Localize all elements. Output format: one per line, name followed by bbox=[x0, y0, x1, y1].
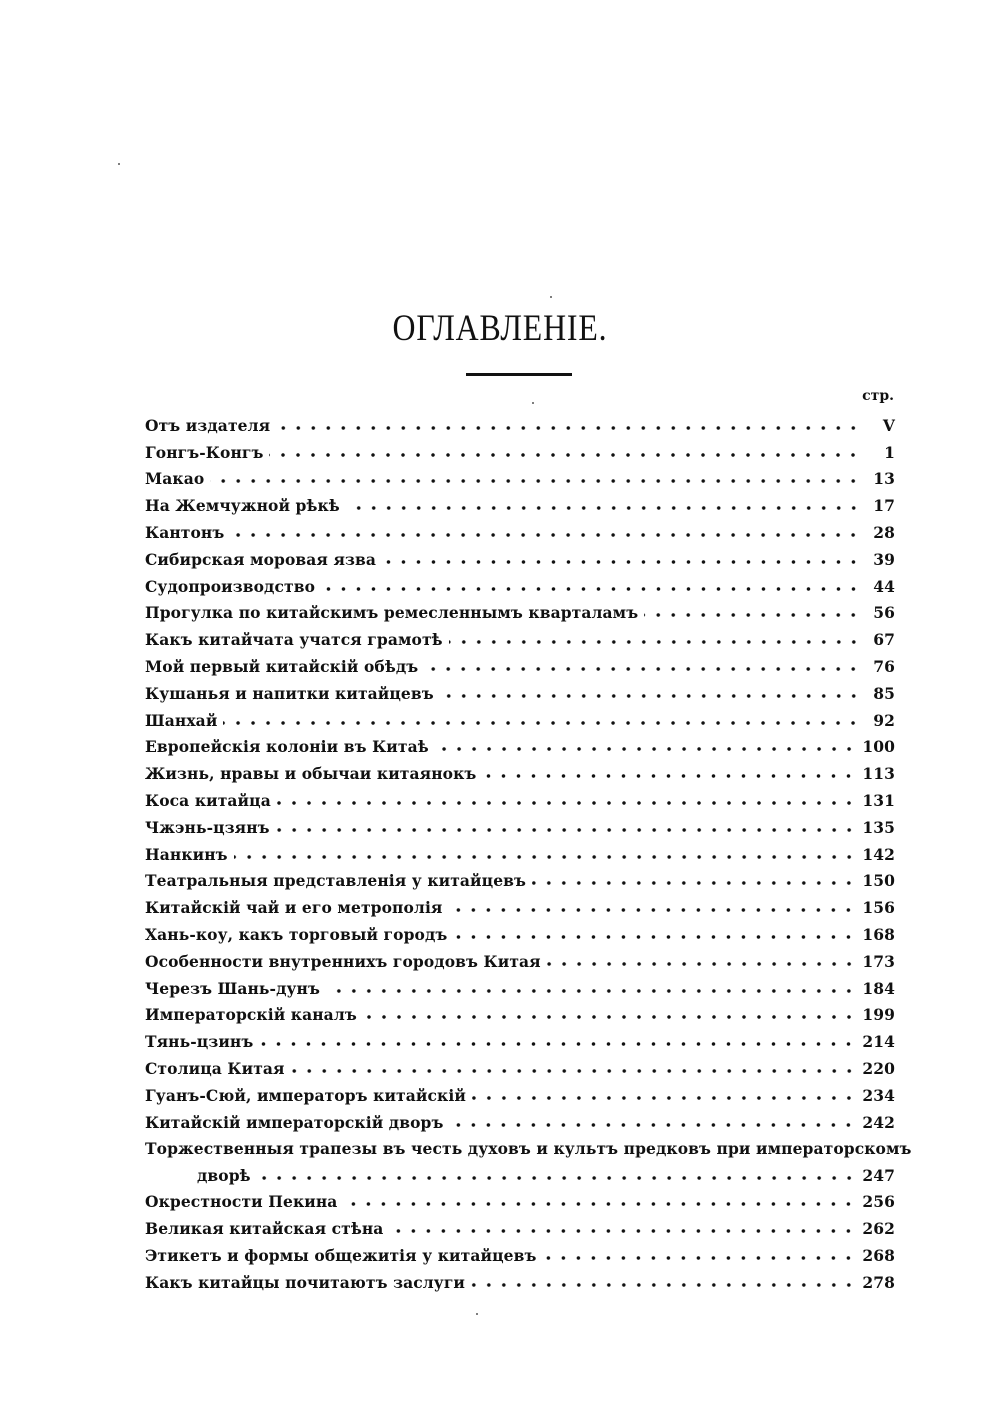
dot-leader bbox=[230, 533, 861, 537]
dot-leader bbox=[472, 1096, 856, 1100]
toc-entry-page: 135 bbox=[862, 817, 895, 837]
dot-leader bbox=[276, 426, 861, 430]
dot-leader bbox=[449, 640, 861, 644]
toc-entry-title: Этикетъ и формы общежитія у китайцевъ bbox=[145, 1245, 537, 1265]
toc-entry-page: V bbox=[882, 415, 895, 435]
toc-entry-page: 220 bbox=[862, 1058, 895, 1078]
toc-entry-title: Кушанья и напитки китайцевъ bbox=[145, 683, 434, 703]
toc-entry-title: Императорскій каналъ bbox=[145, 1005, 357, 1025]
toc-entry-title: Отъ издателя bbox=[145, 415, 271, 435]
title-rule bbox=[466, 373, 572, 376]
toc-entry[interactable] bbox=[145, 864, 895, 891]
toc-entry-page: 278 bbox=[862, 1272, 895, 1292]
toc-entry-page: 247 bbox=[862, 1166, 895, 1186]
toc-entry-page: 92 bbox=[873, 710, 895, 730]
toc-entry-title: Великая китайская стѣна bbox=[145, 1219, 384, 1239]
toc-entry-title: Особенности внутреннихъ городовъ Китая bbox=[145, 951, 541, 971]
toc-entry-page: 242 bbox=[862, 1112, 895, 1132]
toc-entry-page: 28 bbox=[873, 522, 895, 542]
toc-entry[interactable] bbox=[145, 1211, 895, 1238]
toc-entry[interactable] bbox=[145, 435, 895, 462]
toc-entry-page: 76 bbox=[873, 656, 895, 676]
toc-entry-title: Черезъ Шань-дунъ bbox=[145, 978, 320, 998]
toc-entry-page: 44 bbox=[873, 576, 895, 596]
toc-entry[interactable] bbox=[145, 622, 895, 649]
toc-entry-page: 39 bbox=[873, 549, 895, 569]
toc-entry-title: Макао bbox=[145, 469, 205, 489]
dot-leader bbox=[234, 855, 857, 859]
dot-leader bbox=[223, 721, 861, 725]
toc-entry[interactable] bbox=[145, 596, 895, 623]
toc-entry[interactable] bbox=[145, 676, 895, 703]
toc-entry[interactable] bbox=[145, 1132, 912, 1186]
toc-entry-page: 1 bbox=[884, 442, 895, 462]
toc-entry[interactable] bbox=[145, 971, 895, 998]
toc-entry[interactable] bbox=[145, 649, 895, 676]
toc-entry-title: Кантонъ bbox=[145, 522, 225, 542]
toc-entry-title: Коса китайца bbox=[145, 790, 271, 810]
toc-entry-title: Китайскій императорскій дворъ bbox=[145, 1112, 444, 1132]
dot-leader bbox=[276, 828, 857, 832]
toc-entry-page: 184 bbox=[862, 978, 895, 998]
toc-entry[interactable] bbox=[145, 703, 895, 730]
toc-entry-title: Европейскія колоніи въ Китаѣ bbox=[145, 737, 429, 757]
toc-entry[interactable] bbox=[145, 1024, 895, 1051]
toc-entry-title: Какъ китайцы почитаютъ заслуги bbox=[145, 1272, 466, 1292]
toc-entry[interactable] bbox=[145, 1265, 895, 1292]
toc-entry-title: Нанкинъ bbox=[145, 844, 228, 864]
toc-entry-title: На Жемчужной рѣкѣ bbox=[145, 496, 340, 516]
toc-entry-title: Китайскій чай и его метрополія bbox=[145, 898, 443, 918]
toc-entry-page: 113 bbox=[862, 764, 895, 784]
print-speck bbox=[550, 296, 552, 298]
toc-entry[interactable] bbox=[145, 944, 895, 971]
dot-leader bbox=[321, 587, 861, 591]
toc-entry-title: Торжественныя трапезы въ честь духовъ и культъ предковъ при императорскомъ bbox=[145, 1139, 912, 1159]
dot-leader bbox=[547, 962, 857, 966]
toc-entry[interactable] bbox=[145, 730, 895, 757]
dot-leader bbox=[382, 560, 861, 564]
toc-entry-title: Жизнь, нравы и обычаи китаянокъ bbox=[145, 764, 477, 784]
dot-leader bbox=[435, 747, 857, 751]
dot-leader bbox=[389, 1229, 856, 1233]
toc-entry-title: Гуанъ-Сюй, императоръ китайскій bbox=[145, 1085, 466, 1105]
dot-leader bbox=[259, 1042, 856, 1046]
toc-entry-title: Чжэнь-цзянъ bbox=[145, 817, 270, 837]
toc-entry-page: 67 bbox=[873, 630, 895, 650]
toc-entry-page: 156 bbox=[862, 898, 895, 918]
dot-leader bbox=[363, 1015, 857, 1019]
toc-entry-page: 131 bbox=[862, 790, 895, 810]
toc-entry[interactable] bbox=[145, 810, 895, 837]
dot-leader bbox=[424, 667, 861, 671]
toc-entry-page: 262 bbox=[862, 1219, 895, 1239]
toc-entry[interactable] bbox=[145, 462, 895, 489]
toc-entry-page: 168 bbox=[862, 924, 895, 944]
dot-leader bbox=[269, 453, 861, 457]
dot-leader bbox=[326, 989, 856, 993]
toc-entry-title: Мой первый китайскій обѣдъ bbox=[145, 656, 419, 676]
dot-leader bbox=[644, 613, 861, 617]
dot-leader bbox=[343, 1202, 856, 1206]
dot-leader bbox=[346, 506, 861, 510]
page-title: ОГЛАВЛЕНІЕ. bbox=[392, 308, 608, 349]
toc-entry-title: Какъ китайчата учатся грамотѣ bbox=[145, 630, 443, 650]
toc-entry-page: 234 bbox=[862, 1085, 895, 1105]
dot-leader bbox=[440, 694, 861, 698]
dot-leader bbox=[471, 1283, 856, 1287]
dot-leader bbox=[542, 1256, 856, 1260]
print-speck bbox=[118, 163, 120, 165]
dot-leader bbox=[210, 479, 861, 483]
toc-entry-page: 56 bbox=[873, 603, 895, 623]
toc-entry-title: Театральныя представленія у китайцевъ bbox=[145, 871, 527, 891]
toc-entry[interactable] bbox=[145, 1185, 895, 1212]
toc-entry[interactable] bbox=[145, 998, 895, 1025]
toc-entry[interactable] bbox=[145, 515, 895, 542]
toc-entry[interactable] bbox=[145, 1078, 895, 1105]
toc-entry-title: Судопроизводство bbox=[145, 576, 316, 596]
dot-leader bbox=[257, 1176, 857, 1180]
toc-entry-title: Окрестности Пекина bbox=[145, 1192, 338, 1212]
toc-entry-page: 150 bbox=[862, 871, 895, 891]
print-speck bbox=[476, 1313, 478, 1315]
toc-entry-page: 142 bbox=[862, 844, 895, 864]
toc-entry-title: Столица Китая bbox=[145, 1058, 285, 1078]
toc-entry-page: 214 bbox=[862, 1032, 895, 1052]
toc-entry-page: 100 bbox=[862, 737, 895, 757]
toc-entry-page: 85 bbox=[873, 683, 895, 703]
toc-entry-page: 256 bbox=[862, 1192, 895, 1212]
toc-entry[interactable] bbox=[145, 837, 895, 864]
toc-entry-title: Сибирская моровая язва bbox=[145, 549, 377, 569]
dot-leader bbox=[291, 1069, 857, 1073]
toc-entry[interactable] bbox=[145, 542, 895, 569]
toc-entry-title: Прогулка по китайскимъ ремесленнымъ кварталамъ bbox=[145, 603, 639, 623]
toc-entry-page: 173 bbox=[862, 951, 895, 971]
toc-entry[interactable] bbox=[145, 1105, 895, 1132]
toc-entry[interactable] bbox=[145, 1238, 895, 1265]
print-speck bbox=[532, 402, 534, 404]
toc-entry[interactable] bbox=[145, 890, 895, 917]
dot-leader bbox=[277, 801, 857, 805]
toc-entry-page: 17 bbox=[873, 496, 895, 516]
table-of-contents bbox=[145, 408, 912, 1292]
toc-entry[interactable] bbox=[145, 783, 895, 810]
toc-entry[interactable] bbox=[145, 408, 895, 435]
toc-entry-page: 199 bbox=[862, 1005, 895, 1025]
dot-leader bbox=[449, 1123, 856, 1127]
toc-entry[interactable] bbox=[145, 917, 895, 944]
toc-entry[interactable] bbox=[145, 1051, 895, 1078]
toc-entry-title: Шанхай bbox=[145, 710, 218, 730]
toc-entry[interactable] bbox=[145, 756, 895, 783]
page-column-label: стр. bbox=[862, 388, 894, 404]
toc-entry-page: 13 bbox=[873, 469, 895, 489]
toc-entry[interactable] bbox=[145, 488, 895, 515]
toc-entry-page: 268 bbox=[862, 1245, 895, 1265]
toc-entry[interactable] bbox=[145, 569, 895, 596]
dot-leader bbox=[453, 935, 856, 939]
dot-leader bbox=[532, 881, 856, 885]
dot-leader bbox=[482, 774, 856, 778]
dot-leader bbox=[448, 908, 856, 912]
toc-entry-title: Гонгъ-Конгъ bbox=[145, 442, 264, 462]
toc-entry-title: Тянь-цзинъ bbox=[145, 1032, 254, 1052]
toc-entry-title: Хань-коу, какъ торговый городъ bbox=[145, 924, 448, 944]
toc-entry-title-continued: дворѣ bbox=[197, 1166, 251, 1186]
